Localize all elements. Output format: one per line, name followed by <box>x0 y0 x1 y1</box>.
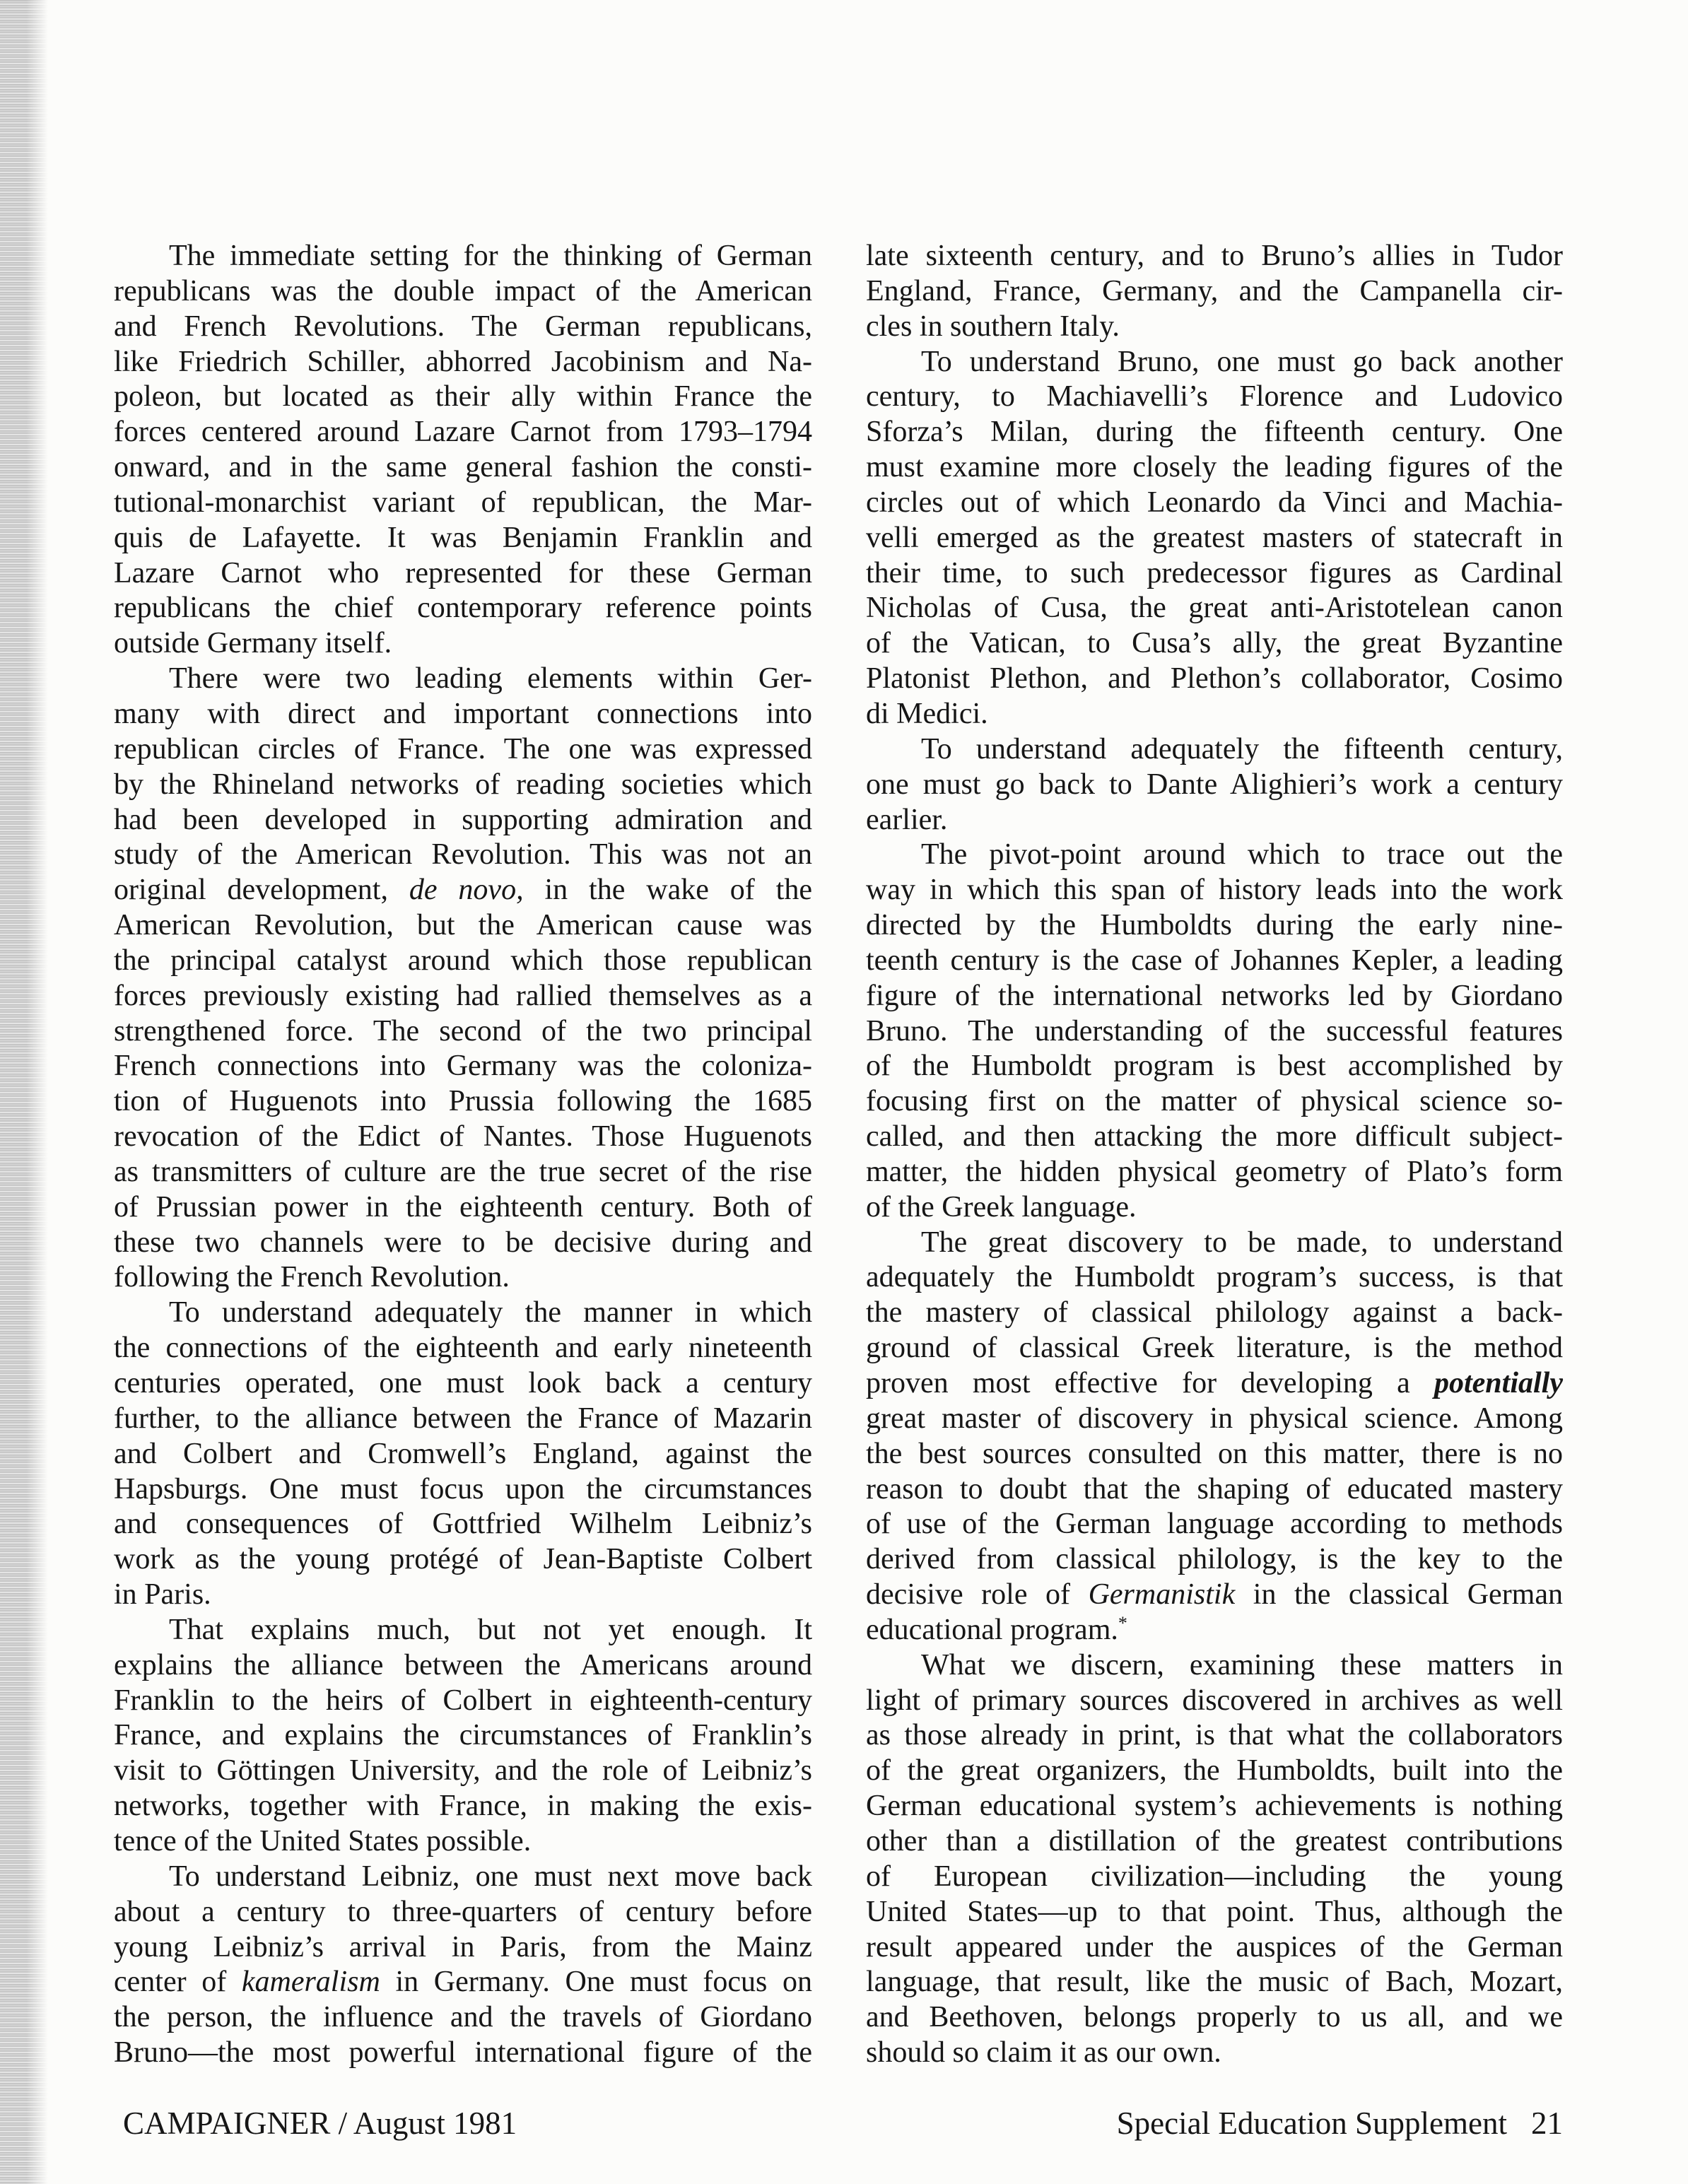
text-line: directed by the Humboldts during the early nine- <box>866 909 1563 942</box>
text-line: quis de Lafayette. It was Benjamin Franklin and <box>114 521 812 554</box>
text-line: The great discovery to be made, to understand <box>921 1226 1563 1259</box>
text-line: way in which this span of history leads into the work <box>866 874 1563 907</box>
emphasized-text: potentially <box>1434 1367 1563 1399</box>
text-line: velli emerged as the greatest masters of statecraft in <box>866 521 1563 554</box>
text-line: Bruno. The understanding of the successful features <box>866 1014 1563 1047</box>
text-line: of use of the German language according to methods <box>866 1508 1563 1541</box>
text-run: educational program. <box>866 1613 1118 1646</box>
text-line: The pivot-point around which to trace out the <box>921 838 1563 871</box>
text-line: further, to the alliance between the France of Mazarin <box>114 1402 812 1435</box>
text-line: tutional-monarchist variant of republican, the Mar- <box>114 486 812 519</box>
text-line: visit to Göttingen University, and the role of Leibniz’s <box>114 1754 812 1787</box>
text-line: di Medici. <box>866 697 988 730</box>
text-line: strengthened force. The second of the two principal <box>114 1014 812 1047</box>
text-line: about a century to three-quarters of century before <box>114 1895 812 1928</box>
text-line: The immediate setting for the thinking of German <box>169 240 812 272</box>
text-line: republican circles of France. The one was expressed <box>114 732 812 765</box>
text-line: had been developed in supporting admiration and <box>114 803 812 836</box>
text-line: of Prussian power in the eighteenth century. Both of <box>114 1190 812 1223</box>
text-line: of the Greek language. <box>866 1190 1137 1223</box>
text-line: by the Rhineland networks of reading societies which <box>114 768 812 801</box>
text-line: and consequences of Gottfried Wilhelm Leibniz’s <box>114 1508 812 1541</box>
text-column-right <box>866 239 1563 2071</box>
text-run: center of <box>114 1966 242 1999</box>
text-line: French connections into Germany was the coloniza- <box>114 1050 812 1083</box>
text-line: and Colbert and Cromwell’s England, against the <box>114 1437 812 1470</box>
footer-right <box>1117 2103 1563 2143</box>
text-line: adequately the Humboldt program’s success, is that <box>866 1261 1563 1294</box>
text-run: decisive role of <box>866 1578 1089 1611</box>
text-line: That explains much, but not yet enough. It <box>169 1613 812 1646</box>
text-line: centuries operated, one must look back a century <box>114 1367 812 1399</box>
text-line: focusing first on the matter of physical science so- <box>866 1085 1563 1118</box>
text-run: in Germany. One must focus on <box>380 1966 812 1999</box>
text-line: language, that result, like the music of Bach, Mozart, <box>866 1966 1563 1999</box>
text-line: should so claim it as our own. <box>866 2036 1221 2069</box>
text-line <box>866 1613 1563 1648</box>
text-line: one must go back to Dante Alighieri’s work a century <box>866 768 1563 801</box>
paragraph <box>114 662 812 1296</box>
text-line: To understand adequately the fifteenth century, <box>921 732 1563 765</box>
text-line: result appeared under the auspices of the German <box>866 1930 1563 1963</box>
text-line: Lazare Carnot who represented for these German <box>114 556 812 589</box>
text-line: the person, the influence and the travels of Giordano <box>114 2001 812 2034</box>
text-line: other than a distillation of the greatest contributions <box>866 1824 1563 1857</box>
paragraph <box>866 732 1563 838</box>
text-line: Franklin to the heirs of Colbert in eighteenth-century <box>114 1684 812 1717</box>
text-line: reason to doubt that the shaping of educated mastery <box>866 1472 1563 1505</box>
text-line: the best sources consulted on this matter, there is no <box>866 1437 1563 1470</box>
paragraph <box>866 838 1563 1225</box>
footer-section: Special Education Supplement <box>1116 2106 1507 2141</box>
text-line: revocation of the Edict of Nantes. Those Huguenots <box>114 1120 812 1153</box>
text-line: figure of the international networks led by Giordano <box>866 979 1563 1012</box>
paragraph <box>866 345 1563 732</box>
text-line: of the Vatican, to Cusa’s ally, the great Byzantine <box>866 627 1563 660</box>
text-line: following the French Revolution. <box>114 1261 510 1294</box>
text-line: the principal catalyst around which those republican <box>114 944 812 977</box>
footer-publication: CAMPAIGNER / August 1981 <box>123 2106 517 2141</box>
text-line <box>866 1578 1563 1613</box>
text-line: teenth century is the case of Johannes Kepler, a leading <box>866 944 1563 977</box>
text-line: poleon, but located as their ally within France the <box>114 380 812 413</box>
text-line: outside Germany itself. <box>114 627 392 660</box>
paragraph <box>114 1860 812 2071</box>
paragraph <box>866 1226 1563 1648</box>
text-line: derived from classical philology, is the key to the <box>866 1543 1563 1576</box>
text-line: Bruno—the most powerful international figure of the <box>114 2036 812 2069</box>
paragraph <box>114 239 812 662</box>
text-line: onward, and in the same general fashion the consti- <box>114 451 812 484</box>
text-line: as those already in print, is that what the collaborators <box>866 1719 1563 1752</box>
text-line: tion of Huguenots into Prussia following the 1685 <box>114 1085 812 1118</box>
text-line: earlier. <box>866 803 948 836</box>
text-line: and Beethoven, belongs properly to us all, and we <box>866 2001 1563 2034</box>
text-line: great master of discovery in physical science. Among <box>866 1402 1563 1435</box>
text-line: of the Humboldt program is best accomplished by <box>866 1050 1563 1083</box>
text-line <box>114 1965 812 2000</box>
text-line: Hapsburgs. One must focus upon the circumstances <box>114 1472 812 1505</box>
emphasized-text: Germanistik <box>1088 1578 1236 1611</box>
text-line: Sforza’s Milan, during the fifteenth century. One <box>866 416 1563 449</box>
text-line: as transmitters of culture are the true secret of the rise <box>114 1155 812 1188</box>
text-line <box>866 1366 1563 1402</box>
text-line: There were two leading elements within Ger- <box>169 662 812 695</box>
text-line: the mastery of classical philology against a back- <box>866 1296 1563 1329</box>
text-line: forces previously existing had rallied themselves as a <box>114 979 812 1012</box>
page-number: 21 <box>1531 2106 1563 2141</box>
text-line: century, to Machiavelli’s Florence and Ludovico <box>866 380 1563 413</box>
paragraph <box>866 239 1563 345</box>
text-line: like Friedrich Schiller, abhorred Jacobinism and Na- <box>114 345 812 378</box>
text-line: To understand Leibniz, one must next move back <box>169 1860 812 1893</box>
text-line: ground of classical Greek literature, is the method <box>866 1332 1563 1365</box>
text-line: the connections of the eighteenth and early nineteenth <box>114 1332 812 1365</box>
text-line: cles in southern Italy. <box>866 310 1120 343</box>
text-line: German educational system’s achievements is nothing <box>866 1790 1563 1823</box>
text-line: explains the alliance between the Americans around <box>114 1648 812 1681</box>
text-line: England, France, Germany, and the Campanella cir- <box>866 274 1563 307</box>
text-run: in the wake of the <box>523 874 812 907</box>
text-line: young Leibniz’s arrival in Paris, from the Mainz <box>114 1930 812 1963</box>
paragraph <box>114 1613 812 1860</box>
text-line: work as the young protégé of Jean-Baptiste Colbert <box>114 1543 812 1576</box>
text-line: To understand Bruno, one must go back another <box>921 345 1563 378</box>
text-line: of the great organizers, the Humboldts, built into the <box>866 1754 1563 1787</box>
text-line: Nicholas of Cusa, the great anti-Aristotelean canon <box>866 592 1563 625</box>
text-line: To understand adequately the manner in which <box>169 1296 812 1329</box>
text-line: study of the American Revolution. This was not an <box>114 838 812 871</box>
text-line: their time, to such predecessor figures as Cardinal <box>866 556 1563 589</box>
footnote-marker: * <box>1118 1612 1127 1633</box>
text-line: circles out of which Leonardo da Vinci and Machia- <box>866 486 1563 519</box>
text-column-left <box>114 239 812 2071</box>
text-line: What we discern, examining these matters in <box>921 1648 1563 1681</box>
text-line: light of primary sources discovered in archives as well <box>866 1684 1563 1717</box>
text-line: networks, together with France, in making the exis- <box>114 1790 812 1823</box>
text-line: must examine more closely the leading figures of the <box>866 451 1563 484</box>
text-run: in the classical German <box>1235 1578 1563 1611</box>
text-line: France, and explains the circumstances of Franklin’s <box>114 1719 812 1752</box>
text-line: in Paris. <box>114 1578 211 1611</box>
emphasized-text: kameralism <box>241 1966 380 1999</box>
paragraph <box>114 1296 812 1613</box>
text-line <box>114 873 812 908</box>
scan-edge-shading <box>0 0 48 2184</box>
text-run: original development, <box>114 874 409 907</box>
text-line: matter, the hidden physical geometry of Plato’s form <box>866 1155 1563 1188</box>
text-line: Platonist Plethon, and Plethon’s collaborator, Cosimo <box>866 662 1563 695</box>
text-line: American Revolution, but the American cause was <box>114 909 812 942</box>
text-line: United States—up to that point. Thus, although the <box>866 1895 1563 1928</box>
text-line: tence of the United States possible. <box>114 1824 532 1857</box>
text-line: and French Revolutions. The German republicans, <box>114 310 812 343</box>
text-line: late sixteenth century, and to Bruno’s allies in Tudor <box>866 240 1563 272</box>
text-line: many with direct and important connections into <box>114 697 812 730</box>
text-line: of European civilization—including the young <box>866 1860 1563 1893</box>
text-line: called, and then attacking the more difficult subject- <box>866 1120 1563 1153</box>
emphasized-text: de novo, <box>409 874 524 907</box>
text-line: forces centered around Lazare Carnot from 1793–1794 <box>114 416 812 449</box>
text-line: republicans the chief contemporary reference points <box>114 592 812 625</box>
paragraph <box>866 1648 1563 2071</box>
text-run: proven most effective for developing a <box>866 1367 1434 1399</box>
text-line: these two channels were to be decisive during and <box>114 1226 812 1259</box>
text-line: republicans was the double impact of the American <box>114 274 812 307</box>
